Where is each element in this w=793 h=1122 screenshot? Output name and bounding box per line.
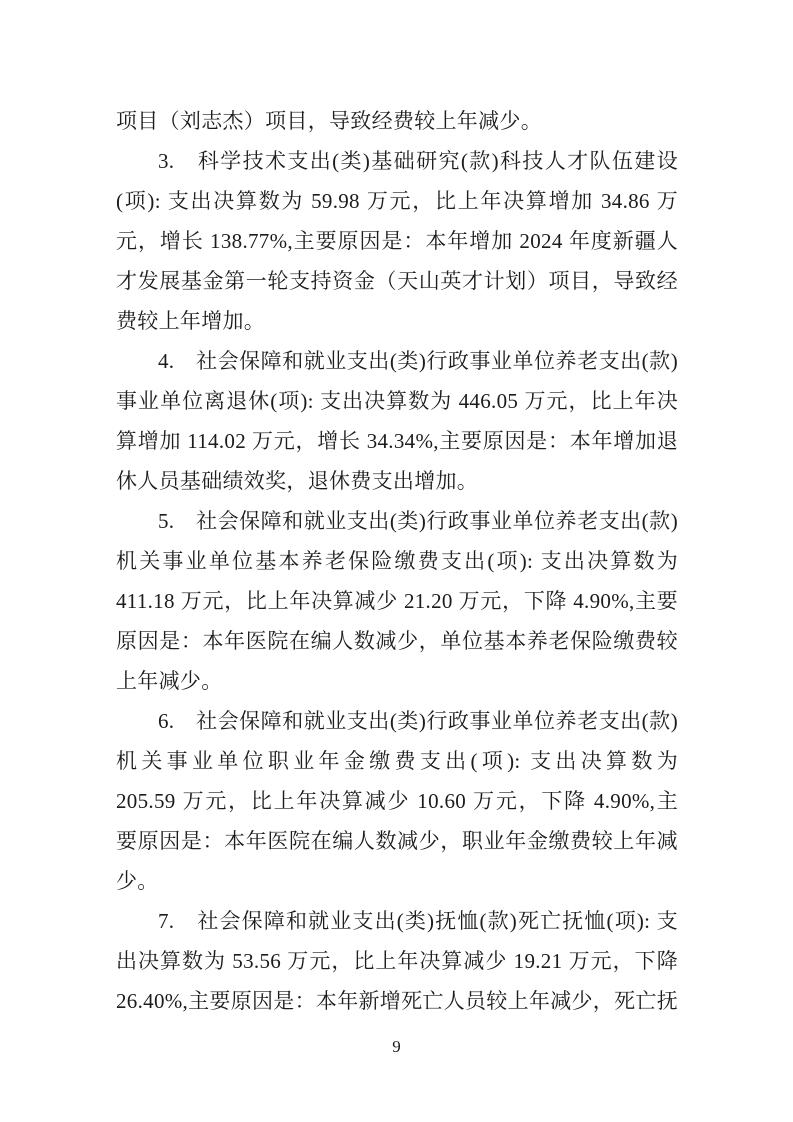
item-4-line-1: 4. 社会保障和就业支出(类)行政事业单位养老支出(款): [158, 349, 678, 373]
item-6-line-1: 6. 社会保障和就业支出(类)行政事业单位养老支出(款): [158, 709, 678, 733]
item-4-line-2: 事业单位离退休(项): 支出决算数为 446.05 万元，比上年决: [116, 389, 678, 413]
item-3-line-5: 费较上年增加。: [116, 309, 266, 333]
item-5-line-3: 411.18 万元，比上年决算减少 21.20 万元，下降 4.90%,主要: [116, 589, 678, 613]
body-text: [116, 101, 678, 1021]
item-3-line-2: (项): 支出决算数为 59.98 万元，比上年决算增加 34.86 万: [116, 189, 678, 213]
item-3-line-3: 元，增长 138.77%,主要原因是：本年增加 2024 年度新疆人: [116, 229, 678, 253]
item-3-line-1: 3. 科学技术支出(类)基础研究(款)科技人才队伍建设: [158, 149, 678, 173]
paragraph-2-continuation-line: 项目（刘志杰）项目，导致经费较上年减少。: [116, 109, 542, 133]
item-7-line-2: 出决算数为 53.56 万元，比上年决算减少 19.21 万元，下降: [116, 949, 678, 973]
item-4-line-4: 休人员基础绩效奖，退休费支出增加。: [116, 469, 479, 493]
item-6-line-3: 205.59 万元，比上年决算减少 10.60 万元，下降 4.90%,主: [116, 789, 678, 813]
item-6-line-2: 机关事业单位职业年金缴费支出(项): 支出决算数为: [116, 749, 678, 773]
item-7-line-3: 26.40%,主要原因是：本年新增死亡人员较上年减少，死亡抚: [116, 989, 678, 1013]
page-number: 9: [392, 1037, 401, 1056]
item-3-line-4: 才发展基金第一轮支持资金（天山英才计划）项目，导致经: [116, 269, 678, 293]
item-7-line-1: 7. 社会保障和就业支出(类)抚恤(款)死亡抚恤(项): 支: [158, 909, 678, 933]
item-5-line-5: 上年减少。: [116, 669, 223, 693]
item-5-line-2: 机关事业单位基本养老保险缴费支出(项): 支出决算数为: [116, 549, 678, 573]
item-6-line-4: 要原因是：本年医院在编人数减少，职业年金缴费较上年减: [116, 829, 678, 853]
item-5-line-4: 原因是：本年医院在编人数减少，单位基本养老保险缴费较: [116, 629, 678, 653]
item-5-line-1: 5. 社会保障和就业支出(类)行政事业单位养老支出(款): [158, 509, 678, 533]
item-4-line-3: 算增加 114.02 万元，增长 34.34%,主要原因是：本年增加退: [116, 429, 678, 453]
item-6-line-5: 少。: [116, 869, 159, 893]
